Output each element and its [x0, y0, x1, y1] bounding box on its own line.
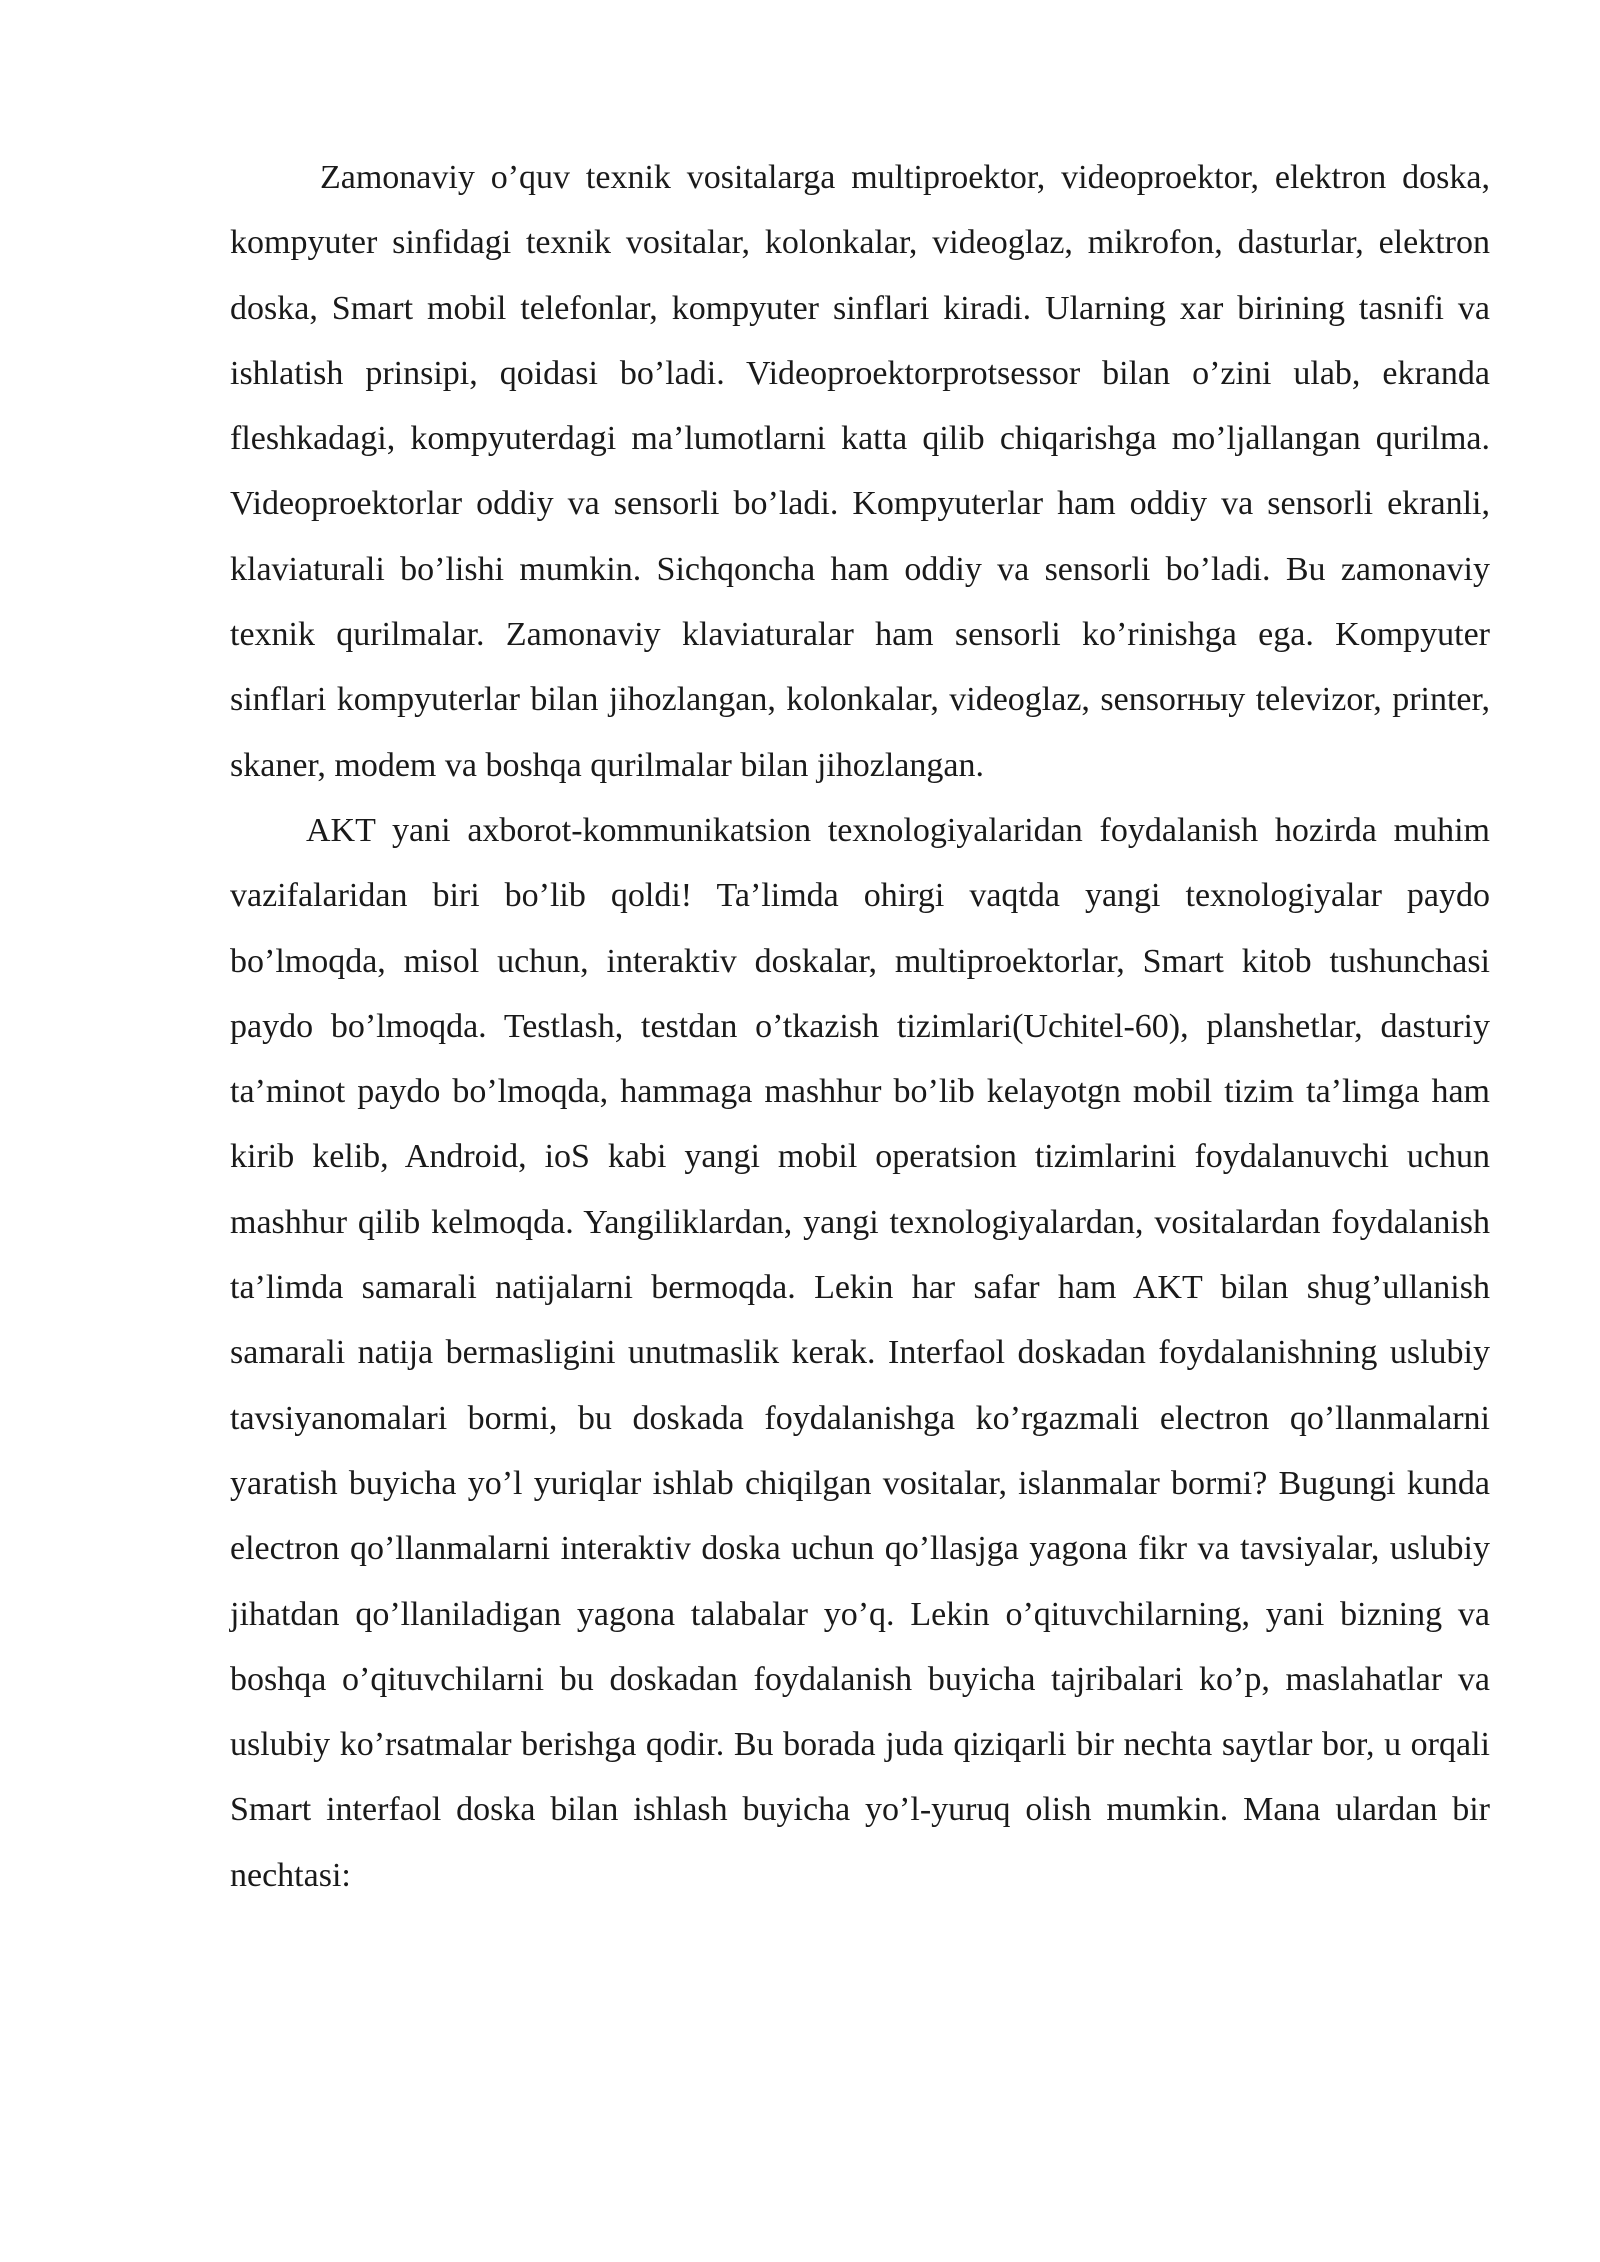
body-text	[230, 145, 1490, 1908]
paragraph-ict-usage: AKT yani axborot-kommunikatsion texnologiyalaridan foydalanish hozirda muhim vazifalaridan biri bo’lib qoldi! Ta’limda ohirgi vaqtda yangi texnologiyalar paydo bo’lmoqda, misol uchun, interaktiv doskalar, multiproektorlar, Smart kitob tushunchasi paydo bo’lmoqda. Testlash, testdan o’tkazish tizimlari(Uchitel-60), planshetlar, dasturiy ta’minot paydo bo’lmoqda, hammaga mashhur bo’lib kelayotgn mobil tizim ta’limga ham kirib kelib, Android, ioS kabi yangi mobil operatsion tizimlarini foydalanuvchi uchun mashhur qilib kelmoqda. Yangiliklardan, yangi texnologiyalardan, vositalardan foydalanish ta’limda samarali natijalarni bermoqda. Lekin har safar ham AKT bilan shug’ullanish samarali natija bermasligini unutmaslik kerak. Interfaol doskadan foydalanishning uslubiy tavsiyanomalari bormi, bu doskada foydalanishga ko’rgazmali electron qo’llanmalarni yaratish buyicha yo’l yuriqlar ishlab chiqilgan vositalar, islanmalar bormi? Bugungi kunda electron qo’llanmalarni interaktiv doska uchun qo’llasjga yagona fikr va tavsiyalar, uslubiy jihatdan qo’llaniladigan yagona talabalar yo’q. Lekin o’qituvchilarning, yani bizning va boshqa o’qituvchilarni bu doskadan foydalanish buyicha tajribalari ko’p, maslahatlar va uslubiy ko’rsatmalar berishga qodir. Bu borada juda qiziqarli bir nechta saytlar bor, u orqali Smart interfaol doska bilan ishlash buyicha yo’l-yuruq olish mumkin. Mana ulardan bir nechtasi:	[230, 811, 1490, 1894]
paragraph-modern-tech-tools: Zamonaviy o’quv texnik vositalarga multiproektor, videoproektor, elektron doska, kompyuter sinfidagi texnik vositalar, kolonkalar, videoglaz, mikrofon, dasturlar, elektron doska, Smart mobil telefonlar, kompyuter sinflari kiradi. Ularning xar birining tasnifi va ishlatish prinsipi, qoidasi bo’ladi. Videoproektorprotsessor bilan o’zini ulab, ekranda fleshkadagi, kompyuterdagi ma’lumotlarni katta qilib chiqarishga mo’ljallangan qurilma. Videoproektorlar oddiy va sensorli bo’ladi. Kompyuterlar ham oddiy va sensorli ekranli, klaviaturali bo’lishi mumkin. Sichqoncha ham oddiy va sensorli bo’ladi. Bu zamonaviy texnik qurilmalar. Zamonaviy klaviaturalar ham sensorli ko’rinishga ega. Kompyuter sinflari kompyuterlar bilan jihozlangan, kolonkalar, videoglaz, sensorныy televizor, printer, skaner, modem va boshqa qurilmalar bilan jihozlangan.	[230, 159, 1490, 784]
